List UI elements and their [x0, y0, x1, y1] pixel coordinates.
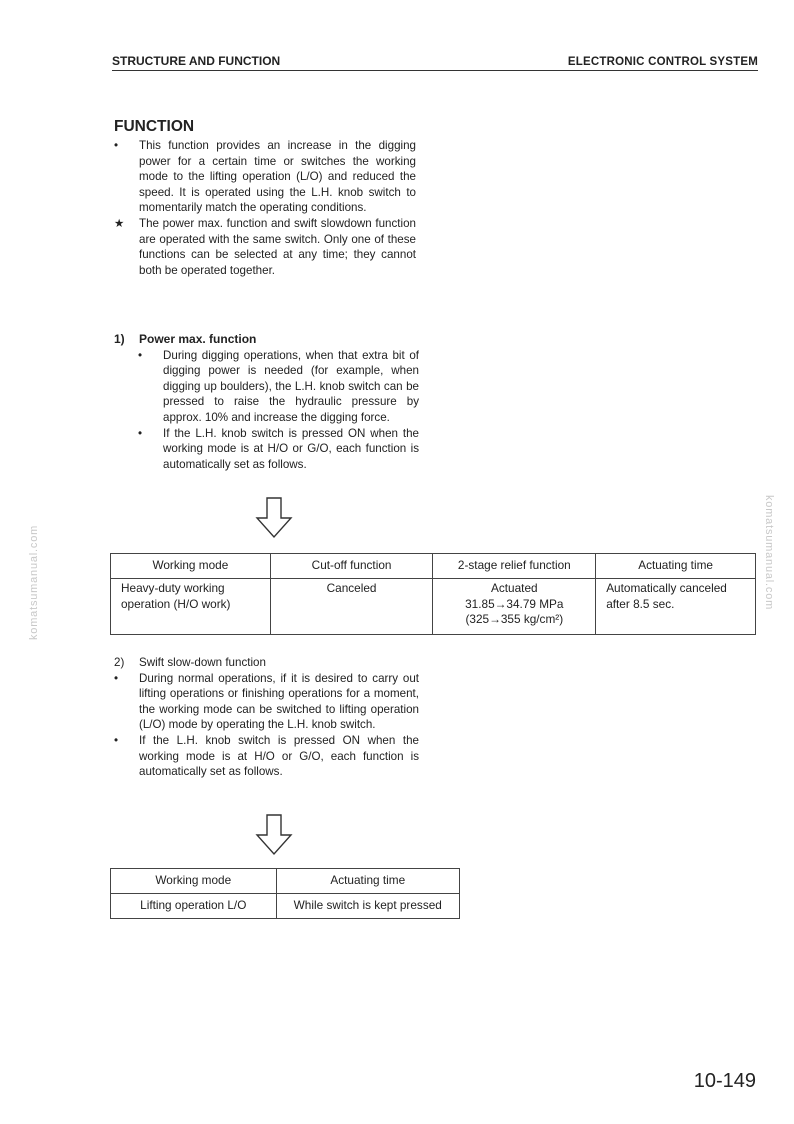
table-header: Actuating time: [596, 554, 756, 579]
table-cell: Canceled: [270, 579, 433, 635]
header-right: ELECTRONIC CONTROL SYSTEM: [567, 56, 758, 68]
header-left: STRUCTURE AND FUNCTION: [112, 54, 281, 68]
list-item: [138, 426, 419, 473]
cell-line: 31.85→34.79 MPa: [465, 596, 564, 611]
list-item-text: This function provides an increase in the digging power for a certain time or switches the working mode to the lifting operation (L/O) and reduced the speed. It is operated using the L.H. knob switch to momentarily match the operating conditions.: [139, 139, 416, 215]
list-item: [114, 671, 419, 733]
watermark-left: komatsumanual.com: [28, 524, 40, 640]
power-max-table: [110, 553, 756, 635]
section-title: FUNCTION: [114, 118, 195, 135]
table-header: Working mode: [111, 869, 277, 894]
watermark-right: komatsumanual.com: [763, 495, 775, 611]
subsection-heading: [114, 332, 419, 348]
subsection-number: 2): [114, 656, 125, 669]
list-item: [138, 348, 419, 426]
cell-line: Automatically canceled: [606, 581, 727, 595]
subsection-number: 1): [114, 332, 125, 346]
bullet-marker: •: [114, 671, 119, 685]
list-item-text: During normal operations, if it is desired to carry out lifting operations or finishing operations for a moment, the working mode can be switched to lifting operation (L/O) mode by operating the L.H. knob switch.: [139, 671, 419, 732]
bullet-marker: •: [138, 426, 143, 440]
swift-slowdown-table: [110, 868, 460, 919]
list-item: [114, 138, 416, 216]
star-marker: ★: [114, 216, 125, 230]
table-cell: Lifting operation L/O: [111, 894, 277, 919]
list-item-text: If the L.H. knob switch is pressed ON when the working mode is at H/O or G/O, each function is automatically set as follows.: [163, 426, 419, 471]
page-number: 10-149: [693, 1070, 756, 1092]
bullet-marker: •: [114, 733, 119, 747]
list-item-text: If the L.H. knob switch is pressed ON when the working mode is at H/O or G/O, each function is automatically set as follows.: [139, 733, 419, 779]
power-max-section: [114, 332, 419, 472]
down-arrow-icon: [254, 814, 294, 856]
table-header: 2-stage relief function: [433, 554, 596, 579]
table-cell: [596, 579, 756, 635]
page-header: [112, 52, 758, 71]
list-item: [114, 216, 416, 278]
down-arrow-icon: [254, 497, 294, 539]
swift-slowdown-section: [114, 655, 419, 780]
table-cell: [111, 579, 271, 635]
subsection-title: Power max. function: [139, 332, 257, 346]
cell-line: operation (H/O work): [121, 596, 231, 611]
bullet-marker: •: [138, 348, 143, 362]
cell-line: (325→355 kg/cm²): [465, 612, 564, 626]
cell-line: Actuated: [491, 581, 538, 595]
bullet-marker: •: [114, 139, 119, 152]
list-item-text: The power max. function and swift slowdown function are operated with the same switch. Only one of these functions can be selected at any time; they cannot both be operated together.: [139, 216, 416, 277]
cell-line: Heavy-duty working: [121, 581, 225, 595]
table-header: Working mode: [111, 554, 271, 579]
cell-line: after 8.5 sec.: [606, 596, 675, 611]
list-item-text: During digging operations, when that extra bit of digging power is needed (for example, when digging up boulders), the L.H. knob switch can be pressed to raise the hydraulic pressure by approx. 10% and increase the digging force.: [163, 348, 419, 424]
subsection-title: Swift slow-down function: [139, 656, 266, 669]
list-item: [114, 733, 419, 780]
table-header: Actuating time: [276, 869, 459, 894]
table-header: Cut-off function: [270, 554, 433, 579]
table-cell: While switch is kept pressed: [276, 894, 459, 919]
table-cell: [433, 579, 596, 635]
function-list: [114, 138, 416, 278]
subsection-heading: [114, 655, 419, 671]
